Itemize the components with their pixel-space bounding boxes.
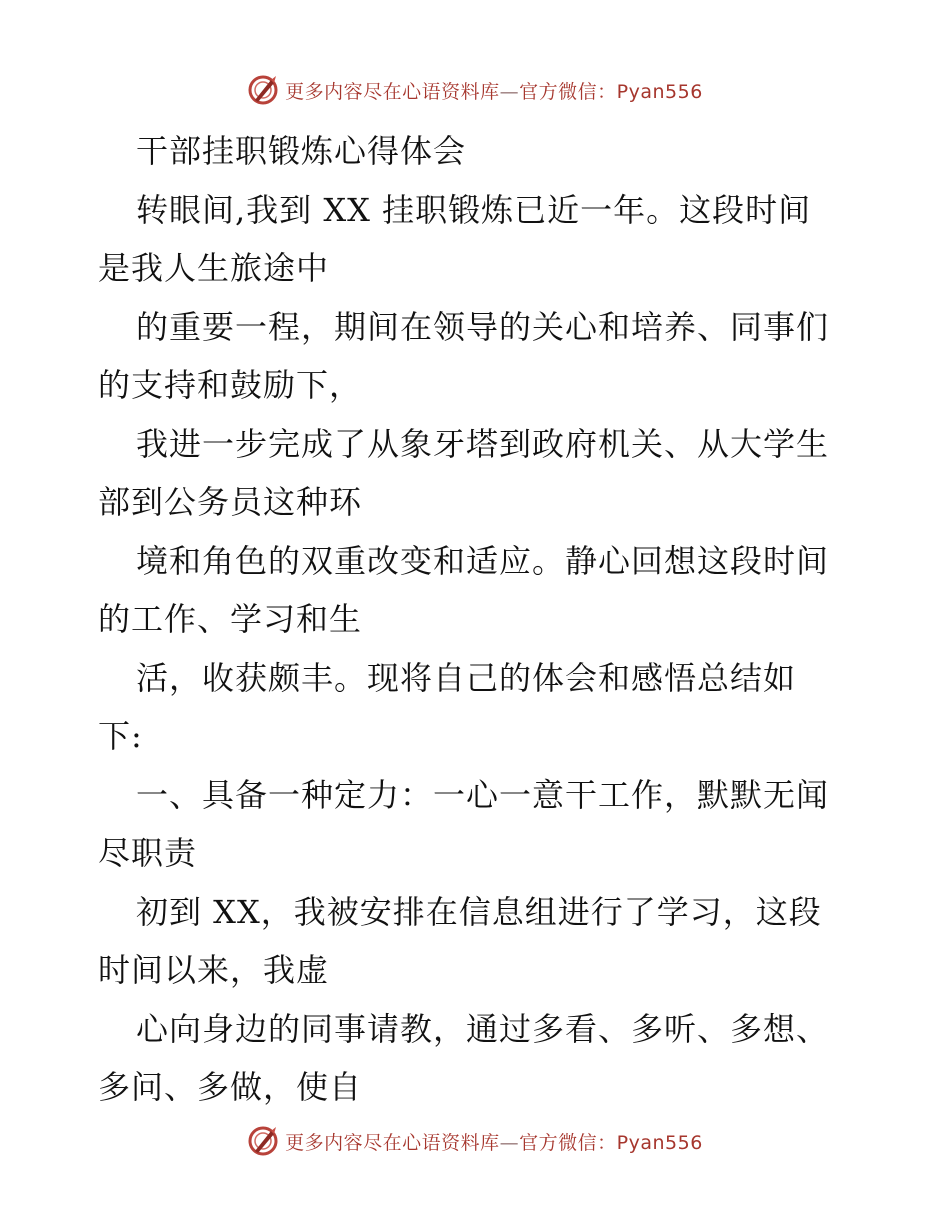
document-title: 干部挂职锻炼心得体会	[136, 132, 467, 170]
header-banner	[0, 70, 950, 110]
text-line: 我进一步完成了从象牙塔到政府机关、从大学生	[136, 424, 830, 463]
text-line: 的支持和鼓励下，	[98, 366, 363, 404]
quill-logo-icon	[247, 74, 279, 106]
text-line: 部到公务员这种环	[98, 483, 363, 521]
text-line: 转眼间,我到 XX 挂职锻炼已近一年。这段时间	[136, 190, 812, 229]
section-heading-continued: 尽职责	[98, 834, 198, 872]
banner-slogan: 更多内容尽在心语资料库	[285, 80, 500, 103]
section-heading: 一、具备一种定力：一心一意干工作，默默无闻	[136, 775, 830, 814]
text-line: 时间以来，我虚	[98, 951, 330, 989]
text-line: 心向身边的同事请教，通过多看、多听、多想、	[136, 1009, 830, 1048]
text-line: 活，收获颇丰。现将自己的体会和感悟总结如	[136, 658, 797, 697]
text-line: 多问、多做，使自	[98, 1068, 363, 1106]
banner-wechat: 官方微信：Pyan556	[519, 1131, 703, 1154]
text-line: 的工作、学习和生	[98, 600, 363, 638]
text-line: 初到 XX，我被安排在信息组进行了学习，这段	[136, 892, 822, 931]
banner-slogan: 更多内容尽在心语资料库	[285, 1131, 500, 1154]
text-line: 境和角色的双重改变和适应。静心回想这段时间	[136, 541, 830, 580]
footer-banner	[0, 1121, 950, 1161]
banner-wechat: 官方微信：Pyan556	[519, 80, 703, 103]
text-line: 的重要一程，期间在领导的关心和培养、同事们	[136, 307, 830, 346]
quill-logo-icon	[247, 1125, 279, 1157]
banner-separator: —	[499, 80, 520, 103]
banner-separator: —	[499, 1131, 520, 1154]
text-line: 是我人生旅途中	[98, 249, 330, 287]
text-line: 下:	[98, 717, 143, 755]
document-body	[98, 122, 858, 1117]
